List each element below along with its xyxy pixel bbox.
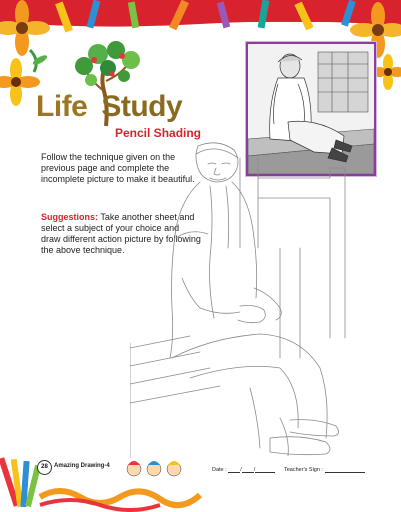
date-field: Date : / / — [212, 466, 275, 473]
page-number-badge: 28 — [37, 460, 52, 475]
date-month-line — [242, 466, 254, 473]
page-subtitle: Pencil Shading — [115, 126, 202, 140]
teacher-sign-field — [284, 466, 365, 473]
date-day-line — [228, 466, 240, 473]
logo-word-life: Life — [36, 90, 88, 123]
logo-wordmark — [36, 92, 182, 122]
book-title: Amazing Drawing-4 — [54, 463, 110, 469]
suggestions-text: Take another sheet and select a subject of your choice and draw different action picture by following the above technique. — [41, 212, 201, 255]
date-year-line — [255, 466, 275, 473]
suggestions-label: Suggestions: — [41, 212, 99, 222]
teacher-sign-label: Teacher's Sign : — [284, 467, 323, 473]
incomplete-line-drawing — [130, 138, 370, 458]
date-label: Date : — [212, 467, 227, 473]
crayon-icon — [0, 457, 41, 507]
logo-word-study: Study — [101, 90, 183, 123]
cartoon-characters-icon — [127, 461, 181, 476]
instruction-text: Follow the technique given on the previous page and complete the incomplete picture to make it beautiful. — [41, 152, 195, 184]
teacher-sign-line — [325, 466, 365, 473]
